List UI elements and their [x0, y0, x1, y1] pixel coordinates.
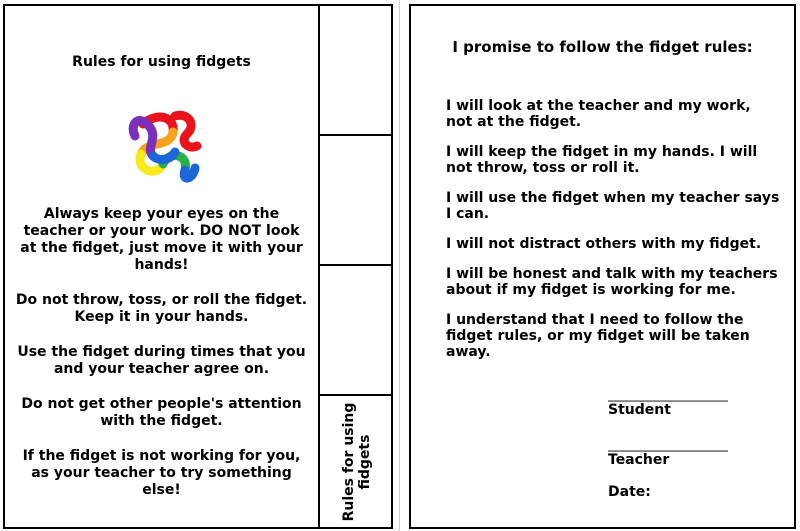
fidget-toy-icon	[123, 106, 203, 186]
date-field	[608, 484, 651, 500]
rule-item: Do not throw, toss, or roll the fidget. Keep it in your hands.	[15, 292, 308, 325]
tab-rules-label: Rules for using fidgets	[340, 402, 373, 521]
teacher-label: Teacher	[608, 452, 670, 468]
page-divider	[399, 0, 400, 531]
teacher-signature	[608, 442, 728, 468]
promise-item: I will not distract others with my fidget.	[446, 236, 762, 252]
promise-item: I will keep the fidget in my hands. I will not throw, toss or roll it.	[446, 144, 758, 176]
rule-item: Do not get other people's attention with the fidget.	[21, 396, 302, 429]
tab-blank-2	[320, 136, 393, 266]
date-label: Date:	[608, 484, 651, 500]
promise-item: I will use the fidget when my teacher says I can.	[446, 190, 780, 222]
rule-item: Always keep your eyes on the teacher or your work. DO NOT look at the fidget, just move it with your hands!	[20, 206, 303, 273]
rules-list	[15, 206, 308, 517]
student-signature-line: ________________________	[608, 391, 728, 402]
rules-panel	[5, 6, 318, 527]
teacher-signature-line: ________________________	[608, 441, 728, 452]
rule-item: If the fidget is not working for you, as your teacher to try something else!	[22, 448, 301, 498]
rules-title: Rules for using fidgets	[72, 54, 251, 70]
promise-list	[446, 98, 781, 374]
student-signature	[608, 392, 728, 418]
promise-item: I understand that I need to follow the fidget rules, or my fidget will be taken away.	[446, 312, 750, 360]
promise-item: I will look at the teacher and my work, not at the fidget.	[446, 98, 751, 130]
promise-card	[409, 4, 796, 529]
rule-item: Use the fidget during times that you and your teacher agree on.	[17, 344, 306, 377]
folder-tabs	[318, 6, 393, 527]
promise-title: I promise to follow the fidget rules:	[452, 38, 753, 56]
tab-blank-3	[320, 266, 393, 396]
student-label: Student	[608, 402, 671, 418]
promise-item: I will be honest and talk with my teachers about if my fidget is working for me.	[446, 266, 778, 298]
fidget-rules-card	[3, 4, 393, 529]
tab-rules	[320, 396, 393, 527]
tab-blank-1	[320, 6, 393, 136]
